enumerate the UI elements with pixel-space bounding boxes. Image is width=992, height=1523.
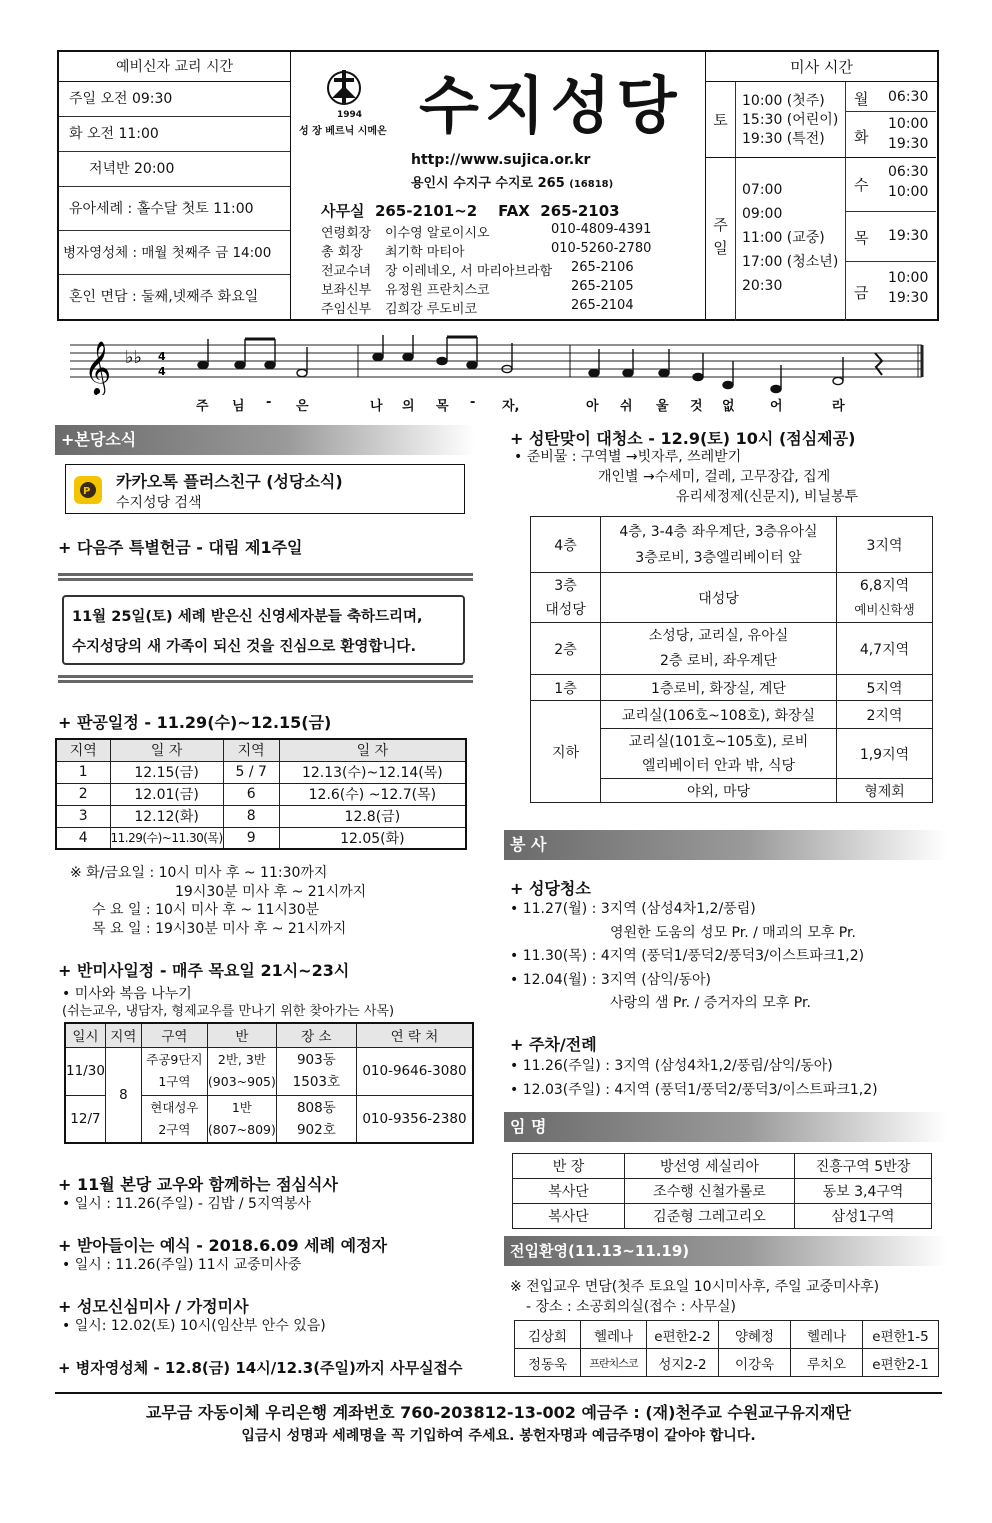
contact-row: 총 회장 최기학 마티아 010-5260-2780 bbox=[321, 241, 652, 260]
lyrics-line: 주 님 - 은 나 의 목 - 자, 아 쉬 울 것 없 어 라 bbox=[196, 395, 845, 414]
table-row: 김상희 헬레나 e편한2-2 양혜정 헬레나 e편한1-5 bbox=[515, 1321, 939, 1349]
sat-label: 토 bbox=[706, 82, 736, 157]
novena-title: + 성모신심미사 / 가정미사 bbox=[58, 1297, 249, 1316]
office-phone: 265-2101~2 bbox=[374, 202, 478, 220]
sun-times: 07:00 09:00 11:00 (교중) 17:00 (청소년) 20:30 bbox=[742, 182, 839, 294]
table-header-row: 일시 지역 구역 반 장 소 연 락 처 bbox=[65, 1023, 473, 1047]
cleaning-prep: • 준비물 : 구역별 →빗자루, 쓰레받기 개인별 →수세미, 걸레, 고무장갑, 집게 유리세정제(신문지), 비닐봉투 bbox=[514, 449, 859, 505]
schedule-row: 혼인 면담 : 둘째,넷째주 화요일 bbox=[69, 289, 259, 305]
table-row: 2층 소성당, 교리실, 유아실 2층 로비, 좌우계단 4,7지역 bbox=[531, 623, 933, 675]
weekday-row: 수 06:30 10:00 bbox=[846, 158, 936, 212]
svg-text:4: 4 bbox=[158, 350, 166, 363]
fax-number: 265-2103 bbox=[540, 202, 620, 220]
welcome-table bbox=[514, 1320, 939, 1377]
schedule-row: 저녁반 20:00 bbox=[59, 152, 290, 187]
svg-text:♭♭: ♭♭ bbox=[125, 347, 142, 368]
svg-text:𝄞: 𝄞 bbox=[84, 340, 112, 394]
kakao-subtitle: 수지성당 검색 bbox=[116, 495, 202, 511]
confession-notes: ※ 화/금요일 : 10시 미사 후 ~ 11:30까지 19시30분 미사 후 ~ 21시까지 수 요 일 : 10시 미사 후 ~ 11시30분 목 요 일 : 19시30분 미사 후 ~ 21시까지 bbox=[70, 865, 367, 937]
parish-url[interactable]: http://www.sujica.or.kr bbox=[411, 152, 591, 168]
section-welcome: 전입환영(11.13~11.19) bbox=[504, 1236, 947, 1266]
special-offering: + 다음주 특별헌금 - 대림 제1주일 bbox=[58, 538, 303, 557]
music-staff bbox=[70, 335, 925, 415]
section-appointment: 임 명 bbox=[504, 1112, 947, 1142]
svg-text:4: 4 bbox=[158, 365, 166, 378]
section-service: 봉 사 bbox=[504, 830, 947, 860]
cell-mass-sub: • 미사와 복음 나누기 bbox=[62, 986, 192, 1002]
footer-account: 교무금 자동이체 우리은행 계좌번호 760-203812-13-002 예금주 : (재)천주교 수원교구유지재단 bbox=[145, 1403, 852, 1422]
table-row: 지하 교리실(106호~108호), 화장실 2지역 bbox=[531, 701, 933, 729]
table-row: 3 12.12(화) 8 12.8(금) bbox=[56, 805, 466, 827]
table-header-row: 지역 일 자 지역 일 자 bbox=[56, 739, 466, 761]
parking-title: + 주차/전례 bbox=[510, 1035, 597, 1054]
schedule-row: 병자영성체 : 매월 첫째주 금 14:00 bbox=[59, 231, 290, 275]
church-clean-lines: • 11.27(월) : 3지역 (삼성4차1,2/풍림) 영원한 도움의 성모 Pr. / 매괴의 모후 Pr. • 11.30(목) : 4지역 (풍덕1/풍덕2/풍덕3/이스트파크1,2) • 12.04(월) : 3지역 (삼익/동아) 사랑의 샘 Pr. / 증거자의 모후 Pr. bbox=[510, 901, 865, 1011]
cell-mass-note: (쉬는교우, 냉담자, 형제교우를 만나기 위한 찾아가는 사목) bbox=[62, 1004, 395, 1019]
table-row: 정동욱 프란치스코 성지2-2 이강욱 루치오 e편한2-1 bbox=[515, 1349, 939, 1377]
baptism-line-1: 11월 25일(토) 세례 받은신 신영세자분들 축하드리며, bbox=[72, 609, 423, 625]
contact-row: 보좌신부 유정원 프란치스코 265-2105 bbox=[321, 279, 634, 298]
parish-address bbox=[411, 172, 613, 191]
table-row: 11/30 8 주공9단지 1구역 2반, 3반 (903~905) 903동 1503호 010-9646-3080 bbox=[65, 1047, 473, 1095]
section-parish-news: +본당소식 bbox=[55, 425, 475, 455]
cell-mass-table bbox=[64, 1022, 474, 1144]
novena-detail: • 일시: 12.02(토) 10시(임산부 안수 있음) bbox=[62, 1318, 326, 1334]
svg-text:P: P bbox=[83, 486, 91, 497]
sick-communion: + 병자영성체 - 12.8(금) 14시/12.3(주일)까지 사무실접수 bbox=[58, 1359, 463, 1377]
logo-year: 1994 bbox=[337, 110, 363, 120]
rite-title: + 받아들이는 예식 - 2018.6.09 세례 예정자 bbox=[58, 1236, 388, 1255]
confession-title: + 판공일정 - 11.29(수)~12.15(금) bbox=[58, 713, 332, 732]
cleaning-title: + 성탄맞이 대청소 - 12.9(토) 10시 (점심제공) bbox=[510, 429, 856, 448]
table-row: 2 12.01(금) 6 12.6(수) ~12.7(목) bbox=[56, 783, 466, 805]
table-row: 야외, 마당 형제회 bbox=[531, 779, 933, 803]
parish-logo bbox=[299, 58, 389, 148]
welcome-note: ※ 전입교우 면담(첫주 토요일 10시미사후, 주일 교중미사후) bbox=[510, 1279, 880, 1295]
kakao-box bbox=[65, 464, 465, 514]
postcode: (16818) bbox=[569, 179, 614, 190]
table-row: 4층 4층, 3-4층 좌우계단, 3층유아실 3층로비, 3층엘리베이터 앞 3지역 bbox=[531, 517, 933, 573]
table-row: 12/7 현대성우 2구역 1반 (807~809) 808동 902호 010-9356-2380 bbox=[65, 1095, 473, 1143]
rite-detail: • 일시 : 11.26(주일) 11시 교중미사중 bbox=[62, 1257, 302, 1273]
saturday-block bbox=[706, 82, 846, 158]
mass-schedule bbox=[705, 52, 937, 319]
contact-row: 전교수녀 장 이레네오, 서 마리아브라함 265-2106 bbox=[321, 260, 634, 279]
weekday-row: 화 10:00 19:30 bbox=[846, 112, 936, 158]
catechumen-title: 예비신자 교리 시간 bbox=[59, 52, 290, 82]
parish-name: 수지성당 bbox=[419, 69, 683, 142]
schedule-row: 유아세례 : 홀수달 첫토 11:00 bbox=[59, 187, 290, 231]
fax-label: FAX bbox=[498, 202, 530, 220]
church-clean-title: + 성당청소 bbox=[510, 879, 591, 898]
footer-rule bbox=[55, 1392, 942, 1394]
office-label: 사무실 bbox=[321, 202, 365, 220]
cleaning-table bbox=[530, 516, 933, 803]
sat-times: 10:00 (첫주) 15:30 (어린이) 19:30 (특전) bbox=[742, 93, 839, 147]
sunday-block bbox=[706, 158, 846, 321]
header-box bbox=[57, 50, 939, 321]
weekday-row: 월 06:30 bbox=[846, 82, 936, 112]
music-notes-icon bbox=[70, 335, 925, 395]
appointment-table bbox=[512, 1153, 932, 1229]
table-row: 4 11.29(수)~11.30(목) 9 12.05(화) bbox=[56, 827, 466, 849]
table-row: 1층 1층로비, 화장실, 계단 5지역 bbox=[531, 675, 933, 701]
lunch-title: + 11월 본당 교우와 함께하는 점심식사 bbox=[58, 1175, 338, 1194]
catechumen-schedule bbox=[59, 52, 291, 319]
table-row: 3층 대성당 대성당 6,8지역 예비신학생 bbox=[531, 573, 933, 623]
kakao-title: 카카오톡 플러스친구 (성당소식) bbox=[116, 472, 343, 491]
weekday-row: 목 19:30 bbox=[846, 212, 936, 262]
logo-patron: 성 장 베르닉 시메온 bbox=[299, 126, 387, 137]
kakao-plus-icon bbox=[74, 476, 102, 504]
sun-label: 주일 bbox=[706, 158, 736, 321]
address-text: 용인시 수지구 수지로 265 bbox=[411, 176, 565, 191]
banner-frame bbox=[62, 595, 465, 665]
table-row: 1 12.15(금) 5 / 7 12.13(수)~12.14(목) bbox=[56, 761, 466, 783]
welcome-place: - 장소 : 소공회의실(접수 : 사무실) bbox=[526, 1299, 736, 1315]
confession-table bbox=[55, 738, 467, 850]
weekday-block bbox=[846, 82, 936, 321]
schedule-row: 주일 오전 09:30 bbox=[59, 82, 290, 117]
footer-notice: 입금시 성명과 세례명을 꼭 기입하여 주세요. 봉헌자명과 예금주명이 같아야 합니다. bbox=[241, 1428, 756, 1444]
weekday-row: 금 10:00 19:30 bbox=[854, 270, 929, 306]
table-row: 반 장 방선영 세실리아 진흥구역 5반장 bbox=[513, 1154, 932, 1179]
cell-mass-title: + 반미사일정 - 매주 목요일 21시~23시 bbox=[58, 961, 350, 980]
table-row: 복사단 김준형 그레고리오 삼성1구역 bbox=[513, 1204, 932, 1229]
office-line bbox=[321, 200, 620, 221]
contact-row: 연령회장 이수영 알로이시오 010-4809-4391 bbox=[321, 222, 652, 241]
baptism-banner bbox=[58, 573, 473, 683]
table-row: 복사단 조수행 신철가롤로 동보 3,4구역 bbox=[513, 1179, 932, 1204]
table-row: 교리실(101호~105호), 로비 엘리베이터 안과 밖, 식당 1,9지역 bbox=[531, 729, 933, 779]
schedule-row: 화 오전 11:00 bbox=[59, 117, 290, 152]
contact-row: 주임신부 김희강 루도비코 265-2104 bbox=[321, 298, 634, 317]
baptism-line-2: 수지성당의 새 가족이 되신 것을 진심으로 환영합니다. bbox=[72, 639, 416, 655]
parking-lines: • 11.26(주일) : 3지역 (삼성4차1,2/풍림/삼익/동아) • 12.03(주일) : 4지역 (풍덕1/풍덕2/풍덕3/이스트파크1,2) bbox=[510, 1058, 878, 1098]
lunch-detail: • 일시 : 11.26(주일) - 김밥 / 5지역봉사 bbox=[62, 1196, 312, 1212]
mass-title: 미사 시간 bbox=[706, 52, 937, 82]
contact-list bbox=[321, 222, 701, 317]
